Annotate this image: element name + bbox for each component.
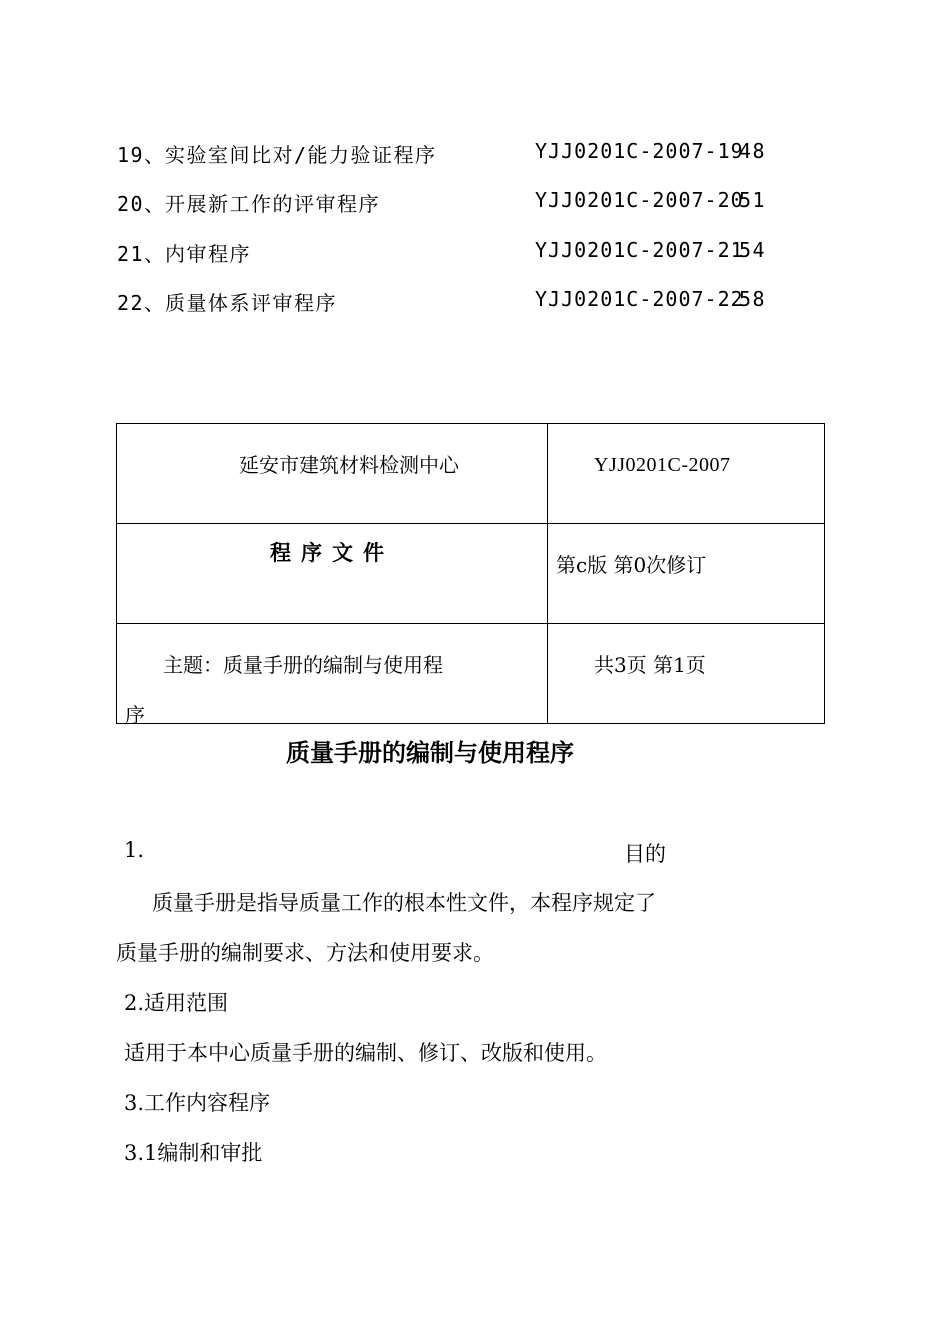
toc-page: 58 — [739, 287, 767, 311]
table-row — [117, 624, 825, 724]
toc-row — [117, 139, 817, 169]
table-row — [117, 424, 825, 524]
code-cell — [548, 424, 825, 524]
section-1-number: 1. — [124, 838, 145, 862]
doc-type-cell — [117, 524, 548, 624]
toc-title: 实验室间比对/能力验证程序 — [165, 143, 437, 167]
section-1-paragraph-line-1: 质量手册是指导质量工作的根本性文件，本程序规定了 — [152, 891, 656, 915]
subject-cell — [117, 624, 548, 727]
section-3-1-heading: 3.1编制和审批 — [124, 1141, 263, 1165]
org-name: 延安市建筑材料检测中心 — [239, 453, 459, 477]
toc-page: 54 — [739, 238, 767, 262]
section-1-paragraph-line-2: 质量手册的编制要求、方法和使用要求。 — [116, 941, 494, 965]
section-2-paragraph: 适用于本中心质量手册的编制、修订、改版和使用。 — [124, 1041, 607, 1065]
version-info: 第c版 第0次修订 — [556, 553, 707, 577]
toc-title: 开展新工作的评审程序 — [165, 192, 380, 216]
toc-row — [117, 188, 817, 218]
toc-page: 48 — [739, 139, 767, 163]
toc-number: 22、 — [117, 291, 166, 315]
version-cell — [548, 524, 825, 624]
toc-code: YJJ0201C-2007-21 — [535, 238, 744, 262]
subject-text: 主题：质量手册的编制与使用程序 — [125, 653, 443, 727]
org-cell — [117, 424, 548, 524]
toc-code: YJJ0201C-2007-20 — [535, 188, 744, 212]
toc-row — [117, 238, 817, 268]
section-1-title: 目的 — [624, 842, 666, 866]
document-title: 质量手册的编制与使用程序 — [286, 739, 574, 767]
toc-page: 51 — [739, 188, 767, 212]
toc-number: 19、 — [117, 143, 166, 167]
toc-title: 质量体系评审程序 — [165, 291, 337, 315]
pages-cell — [548, 624, 825, 724]
toc-title: 内审程序 — [165, 242, 251, 266]
section-3-heading: 3.工作内容程序 — [124, 1091, 271, 1115]
document-type: 程序文件 — [270, 540, 394, 565]
toc-row — [117, 287, 817, 317]
section-2-heading: 2.适用范围 — [124, 991, 229, 1015]
table-row — [117, 524, 825, 624]
document-header-table — [116, 423, 825, 727]
toc-code: YJJ0201C-2007-22 — [535, 287, 744, 311]
toc-number: 20、 — [117, 192, 166, 216]
page-count: 共3页 第1页 — [594, 653, 706, 677]
toc-code: YJJ0201C-2007-19 — [535, 139, 744, 163]
toc-number: 21、 — [117, 242, 166, 266]
document-code: YJJ0201C-2007 — [594, 454, 731, 476]
